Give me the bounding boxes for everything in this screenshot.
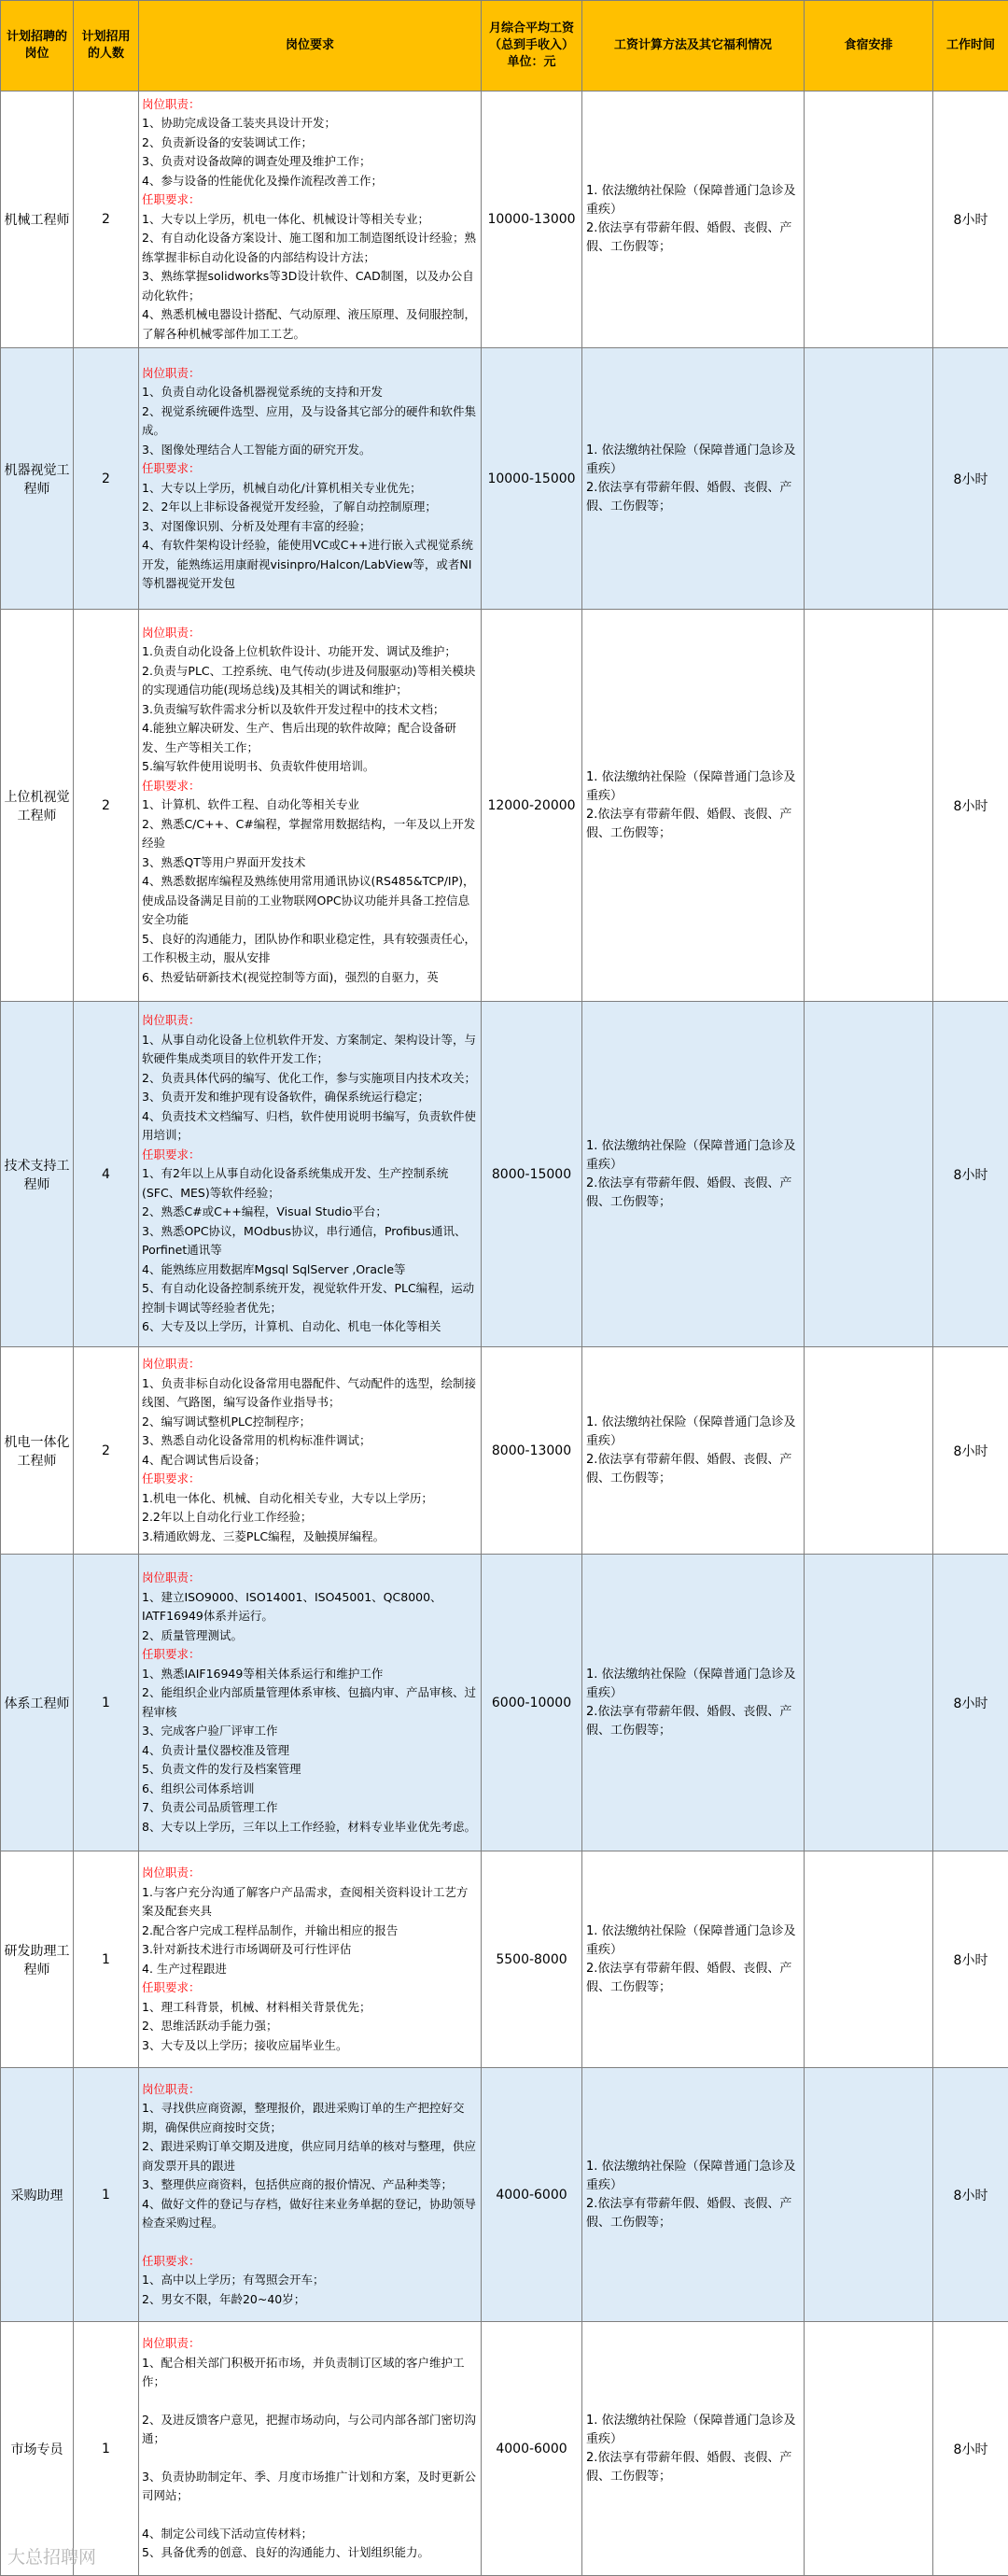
welfare-line: 2.依法享有带薪年假、婚假、丧假、产假、工伤假等； [586, 479, 800, 516]
watermark-text: 大总招聘网 [7, 2543, 96, 2569]
line-gap [142, 2506, 478, 2525]
requirement-line: 5、良好的沟通能力，团队协作和职业稳定性，具有较强责任心，工作积极主动，服从安排 [142, 930, 478, 968]
count-cell: 4 [74, 1002, 139, 1347]
requirement-line: 1、计算机、软件工程、自动化等相关专业 [142, 795, 478, 815]
requirement-line: 1、熟悉IAIF16949等相关体系运行和维护工作 [142, 1665, 478, 1684]
welfare-line: 2.依法享有带薪年假、婚假、丧假、产假、工伤假等； [586, 1451, 800, 1488]
salary-cell: 4000-6000 [482, 2322, 582, 2576]
requirement-line: 6、热爱钻研新技术(视觉控制等方面)，强烈的自驱力，英 [142, 968, 478, 988]
section-title: 岗位职责： [142, 1864, 478, 1883]
section-title: 任职要求： [142, 777, 478, 796]
requirement-line: 2、质量管理测试。 [142, 1626, 478, 1646]
count-cell: 1 [74, 1555, 139, 1851]
count-cell: 1 [74, 2322, 139, 2576]
requirement-line: 3.针对新技术进行市场调研及可行性评估 [142, 1940, 478, 1960]
requirement-line: 2、编写调试整机PLC控制程序； [142, 1413, 478, 1432]
header-salary: 月综合平均工资（总到手收入）单位：元 [482, 1, 582, 91]
table-row [1, 348, 1008, 610]
section-title: 任职要求： [142, 1645, 478, 1665]
position-cell: 采购助理 [1, 2068, 74, 2322]
header-count: 计划招用的人数 [74, 1, 139, 91]
requirement-line: 4、负责技术文档编写、归档，软件使用说明书编写，负责软件使用培训； [142, 1107, 478, 1146]
requirements-cell [139, 1851, 482, 2068]
table-row [1, 610, 1008, 1002]
requirement-line: 2.2年以上自动化行业工作经验； [142, 1508, 478, 1527]
requirements-cell [139, 348, 482, 610]
housing-cell [805, 1851, 933, 2068]
requirement-line: 3、大专及以上学历；接收应届毕业生。 [142, 2036, 478, 2056]
header-position: 计划招聘的岗位 [1, 1, 74, 91]
hours-cell: 8小时 [933, 348, 1008, 610]
requirement-line: 1、协助完成设备工装夹具设计开发； [142, 114, 478, 134]
housing-cell [805, 2322, 933, 2576]
requirement-line: 2、负责具体代码的编写、优化工作，参与实施项目内技术攻关； [142, 1069, 478, 1089]
table-row [1, 2322, 1008, 2576]
welfare-line: 1. 依法缴纳社保险（保障普通门急诊及重疾） [586, 1666, 800, 1703]
welfare-line: 1. 依法缴纳社保险（保障普通门急诊及重疾） [586, 2412, 800, 2449]
requirement-line: 1、理工科背景，机械、材料相关背景优先； [142, 1998, 478, 2018]
requirement-line: 2、熟悉C/C++、C#编程，掌握常用数据结构，一年及以上开发经验 [142, 815, 478, 853]
hours-cell: 8小时 [933, 2322, 1008, 2576]
requirement-line: 1、有2年以上从事自动化设备系统集成开发、生产控制系统(SFC、MES)等软件经验； [142, 1164, 478, 1203]
requirement-line: 3、对图像识别、分析及处理有丰富的经验； [142, 517, 478, 537]
position-cell: 机器视觉工程师 [1, 348, 74, 610]
requirement-line: 6、大专及以上学历，计算机、自动化、机电一体化等相关 [142, 1317, 478, 1337]
requirement-line: 1、高中以上学历；有驾照会开车； [142, 2271, 478, 2290]
requirement-line: 3、熟悉自动化设备常用的机构标准件调试； [142, 1431, 478, 1451]
header-hours: 工作时间 [933, 1, 1008, 91]
section-title: 岗位职责： [142, 1355, 478, 1374]
section-title: 岗位职责： [142, 2334, 478, 2354]
salary-cell: 6000-10000 [482, 1555, 582, 1851]
requirement-line: 4、有软件架构设计经验，能使用VC或C++进行嵌入式视觉系统开发，能熟练运用康耐视visinpro/Halcon/LabView等，或者NI等机器视觉开发包 [142, 536, 478, 594]
count-cell: 2 [74, 610, 139, 1002]
salary-cell: 8000-13000 [482, 1347, 582, 1555]
requirement-line: 2、负责新设备的安装调试工作； [142, 134, 478, 153]
line-gap [142, 2233, 478, 2252]
hours-cell: 8小时 [933, 1002, 1008, 1347]
requirement-line: 3.负责编写软件需求分析以及软件开发过程中的技术文档； [142, 700, 478, 720]
header-row [1, 1, 1008, 91]
count-cell: 2 [74, 348, 139, 610]
requirement-line: 6、组织公司体系培训 [142, 1780, 478, 1799]
requirement-line: 4、配合调试售后设备； [142, 1451, 478, 1471]
position-cell: 机械工程师 [1, 91, 74, 348]
hours-cell: 8小时 [933, 91, 1008, 348]
welfare-line: 2.依法享有带薪年假、婚假、丧假、产假、工伤假等； [586, 2195, 800, 2232]
table-row [1, 91, 1008, 348]
table-row [1, 2068, 1008, 2322]
position-cell: 上位机视觉工程师 [1, 610, 74, 1002]
requirements-cell [139, 91, 482, 348]
salary-cell: 12000-20000 [482, 610, 582, 1002]
position-cell: 技术支持工程师 [1, 1002, 74, 1347]
header-housing: 食宿安排 [805, 1, 933, 91]
requirement-line: 1.机电一体化、机械、自动化相关专业，大专以上学历； [142, 1489, 478, 1509]
requirement-line: 1、建立ISO9000、ISO14001、ISO45001、QC8000、IATF16949体系并运行。 [142, 1588, 478, 1626]
requirement-line: 1、负责自动化设备机器视觉系统的支持和开发 [142, 383, 478, 402]
welfare-line: 1. 依法缴纳社保险（保障普通门急诊及重疾） [586, 182, 800, 219]
salary-cell: 5500-8000 [482, 1851, 582, 2068]
requirement-line: 2、跟进采购订单交期及进度，供应同月结单的核对与整理，供应商发票开具的跟进 [142, 2137, 478, 2175]
section-title: 任职要求： [142, 2252, 478, 2272]
salary-cell: 8000-15000 [482, 1002, 582, 1347]
welfare-line: 1. 依法缴纳社保险（保障普通门急诊及重疾） [586, 1137, 800, 1175]
requirements-cell [139, 2322, 482, 2576]
requirement-line: 3、熟悉QT等用户界面开发技术 [142, 853, 478, 873]
requirement-line: 2、熟悉C#或C++编程，Visual Studio平台； [142, 1203, 478, 1222]
section-title: 任职要求： [142, 190, 478, 210]
header-welfare: 工资计算方法及其它福利情况 [582, 1, 805, 91]
welfare-cell [582, 1555, 805, 1851]
position-cell: 市场专员 [1, 2322, 74, 2576]
housing-cell [805, 2068, 933, 2322]
requirement-line: 4. 生产过程跟进 [142, 1960, 478, 1979]
count-cell: 1 [74, 1851, 139, 2068]
section-title: 岗位职责： [142, 624, 478, 643]
requirement-line: 3、熟悉OPC协议，MOdbus协议，串行通信，Profibus通讯、Porfinet通讯等 [142, 1222, 478, 1260]
welfare-line: 2.依法享有带薪年假、婚假、丧假、产假、工伤假等； [586, 1703, 800, 1740]
requirement-line: 2、视觉系统硬件选型、应用，及与设备其它部分的硬件和软件集成。 [142, 402, 478, 441]
requirement-line: 4、熟悉数据库编程及熟练使用常用通讯协议(RS485&TCP/IP)，使成品设备满足目前的工业物联网OPC协议功能并具备工控信息安全功能 [142, 872, 478, 930]
requirement-line: 5、负责文件的发行及档案管理 [142, 1760, 478, 1780]
welfare-line: 1. 依法缴纳社保险（保障普通门急诊及重疾） [586, 442, 800, 479]
requirement-line: 1、配合相关部门积极开拓市场，并负责制订区域的客户维护工作； [142, 2354, 478, 2392]
section-title: 岗位职责： [142, 364, 478, 384]
requirement-line: 4、做好文件的登记与存档，做好往来业务单据的登记，协助领导检查采购过程。 [142, 2195, 478, 2233]
welfare-line: 1. 依法缴纳社保险（保障普通门急诊及重疾） [586, 1922, 800, 1960]
requirement-line: 7、负责公司品质管理工作 [142, 1798, 478, 1818]
requirement-line: 3.精通欧姆龙、三菱PLC编程，及触摸屏编程。 [142, 1527, 478, 1547]
welfare-cell [582, 91, 805, 348]
requirement-line: 4.能独立解决研发、生产、售后出现的软件故障；配合设备研发、生产等相关工作； [142, 719, 478, 757]
section-title: 岗位职责： [142, 2080, 478, 2100]
section-title: 岗位职责： [142, 1569, 478, 1588]
requirement-line: 3、图像处理结合人工智能方面的研究开发。 [142, 441, 478, 460]
welfare-cell [582, 2322, 805, 2576]
hours-cell: 8小时 [933, 610, 1008, 1002]
requirements-cell [139, 1555, 482, 1851]
count-cell: 2 [74, 1347, 139, 1555]
welfare-cell [582, 348, 805, 610]
requirement-line: 8、大专以上学历，三年以上工作经验，材料专业毕业优先考虑。 [142, 1818, 478, 1837]
requirement-line: 5、有自动化设备控制系统开发，视觉软件开发、PLC编程，运动控制卡调试等经验者优先； [142, 1279, 478, 1317]
line-gap [142, 2449, 478, 2468]
requirement-line: 3、负责协助制定年、季、月度市场推广计划和方案，及时更新公司网站； [142, 2468, 478, 2506]
requirement-line: 1、负责非标自动化设备常用电器配件、气动配件的选型，绘制接线图、气路图，编写设备作业指导书； [142, 1374, 478, 1413]
housing-cell [805, 1347, 933, 1555]
count-cell: 1 [74, 2068, 139, 2322]
requirement-line: 3、负责对设备故障的调查处理及维护工作； [142, 152, 478, 172]
welfare-cell [582, 1347, 805, 1555]
requirement-line: 5.编写软件使用说明书、负责软件使用培训。 [142, 757, 478, 777]
requirement-line: 1.与客户充分沟通了解客户产品需求，查阅相关资料设计工艺方案及配套夹具 [142, 1883, 478, 1921]
requirement-line: 4、负责计量仪器校准及管理 [142, 1741, 478, 1761]
table-body [1, 91, 1008, 2576]
position-cell: 体系工程师 [1, 1555, 74, 1851]
welfare-line: 2.依法享有带薪年假、婚假、丧假、产假、工伤假等； [586, 2449, 800, 2486]
section-title: 任职要求： [142, 1978, 478, 1998]
line-gap [142, 2392, 478, 2411]
header-requirements: 岗位要求 [139, 1, 482, 91]
salary-cell: 10000-15000 [482, 348, 582, 610]
requirement-line: 2、2年以上非标设备视觉开发经验，了解自动控制原理； [142, 498, 478, 517]
requirements-cell [139, 2068, 482, 2322]
salary-cell: 10000-13000 [482, 91, 582, 348]
hours-cell: 8小时 [933, 1555, 1008, 1851]
section-title: 任职要求： [142, 1470, 478, 1489]
housing-cell [805, 91, 933, 348]
welfare-line: 2.依法享有带薪年假、婚假、丧假、产假、工伤假等； [586, 1175, 800, 1212]
requirement-line: 3、整理供应商资料，包括供应商的报价情况、产品种类等； [142, 2175, 478, 2195]
requirement-line: 4、熟悉机械电器设计搭配、气动原理、液压原理、及伺服控制，了解各种机械零部件加工工艺。 [142, 305, 478, 344]
requirement-line: 1、寻找供应商资源，整理报价，跟进采购订单的生产把控好交期，确保供应商按时交货； [142, 2099, 478, 2137]
requirements-cell [139, 610, 482, 1002]
requirements-cell [139, 1002, 482, 1347]
section-title: 任职要求： [142, 459, 478, 479]
salary-cell: 4000-6000 [482, 2068, 582, 2322]
requirement-line: 3、完成客户验厂评审工作 [142, 1722, 478, 1741]
requirement-line: 2、思维活跃动手能力强； [142, 2017, 478, 2036]
welfare-line: 1. 依法缴纳社保险（保障普通门急诊及重疾） [586, 1414, 800, 1451]
requirement-line: 2、男女不限，年龄20~40岁； [142, 2290, 478, 2310]
housing-cell [805, 610, 933, 1002]
requirement-line: 1、从事自动化设备上位机软件开发、方案制定、架构设计等，与软硬件集成类项目的软件开发工作； [142, 1031, 478, 1069]
welfare-cell [582, 1002, 805, 1347]
welfare-cell [582, 610, 805, 1002]
hours-cell: 8小时 [933, 2068, 1008, 2322]
requirement-line: 1、大专以上学历，机电一体化、机械设计等相关专业； [142, 210, 478, 230]
welfare-cell [582, 2068, 805, 2322]
requirement-line: 2、及进反馈客户意见，把握市场动向，与公司内部各部门密切沟通； [142, 2411, 478, 2449]
housing-cell [805, 348, 933, 610]
welfare-line: 2.依法享有带薪年假、婚假、丧假、产假、工伤假等； [586, 806, 800, 843]
welfare-line: 1. 依法缴纳社保险（保障普通门急诊及重疾） [586, 768, 800, 806]
welfare-line: 1. 依法缴纳社保险（保障普通门急诊及重疾） [586, 2158, 800, 2195]
hours-cell: 8小时 [933, 1347, 1008, 1555]
requirement-line: 4、制定公司线下活动宣传材料； [142, 2525, 478, 2544]
table-row [1, 1347, 1008, 1555]
housing-cell [805, 1555, 933, 1851]
count-cell: 2 [74, 91, 139, 348]
requirement-line: 1.负责自动化设备上位机软件设计、功能开发、调试及维护； [142, 642, 478, 662]
requirement-line: 4、能熟练应用数据库Mgsql SqlServer ,Oracle等 [142, 1260, 478, 1280]
welfare-cell [582, 1851, 805, 2068]
section-title: 岗位职责： [142, 1011, 478, 1031]
requirement-line: 5、具备优秀的创意、良好的沟通能力、计划组织能力。 [142, 2543, 478, 2563]
hours-cell: 8小时 [933, 1851, 1008, 2068]
requirement-line: 1、大专以上学历，机械自动化/计算机相关专业优先； [142, 479, 478, 499]
requirement-line: 4、参与设备的性能优化及操作流程改善工作； [142, 172, 478, 191]
requirement-line: 2、有自动化设备方案设计、施工图和加工制造图纸设计经验；熟练掌握非标自动化设备的内部结构设计方法； [142, 229, 478, 267]
requirement-line: 3、负责开发和维护现有设备软件，确保系统运行稳定； [142, 1088, 478, 1107]
requirement-line: 2.配合客户完成工程样品制作，并输出相应的报告 [142, 1921, 478, 1941]
welfare-line: 2.依法享有带薪年假、婚假、丧假、产假、工伤假等； [586, 1960, 800, 1997]
requirement-line: 2.负责与PLC、工控系统、电气传动(步进及伺服驱动)等相关模块的实现通信功能(现场总线)及其相关的调试和维护； [142, 662, 478, 700]
table-row [1, 1002, 1008, 1347]
welfare-line: 2.依法享有带薪年假、婚假、丧假、产假、工伤假等； [586, 219, 800, 257]
position-cell: 机电一体化工程师 [1, 1347, 74, 1555]
table-row [1, 1555, 1008, 1851]
table-row [1, 1851, 1008, 2068]
requirement-line: 2、能组织企业内部质量管理体系审核、包搞内审、产品审核、过程审核 [142, 1683, 478, 1722]
requirement-line: 3、熟练掌握solidworks等3D设计软件、CAD制图，以及办公自动化软件； [142, 267, 478, 305]
section-title: 岗位职责： [142, 95, 478, 115]
housing-cell [805, 1002, 933, 1347]
section-title: 任职要求： [142, 1146, 478, 1165]
requirements-cell [139, 1347, 482, 1555]
position-cell: 研发助理工程师 [1, 1851, 74, 2068]
